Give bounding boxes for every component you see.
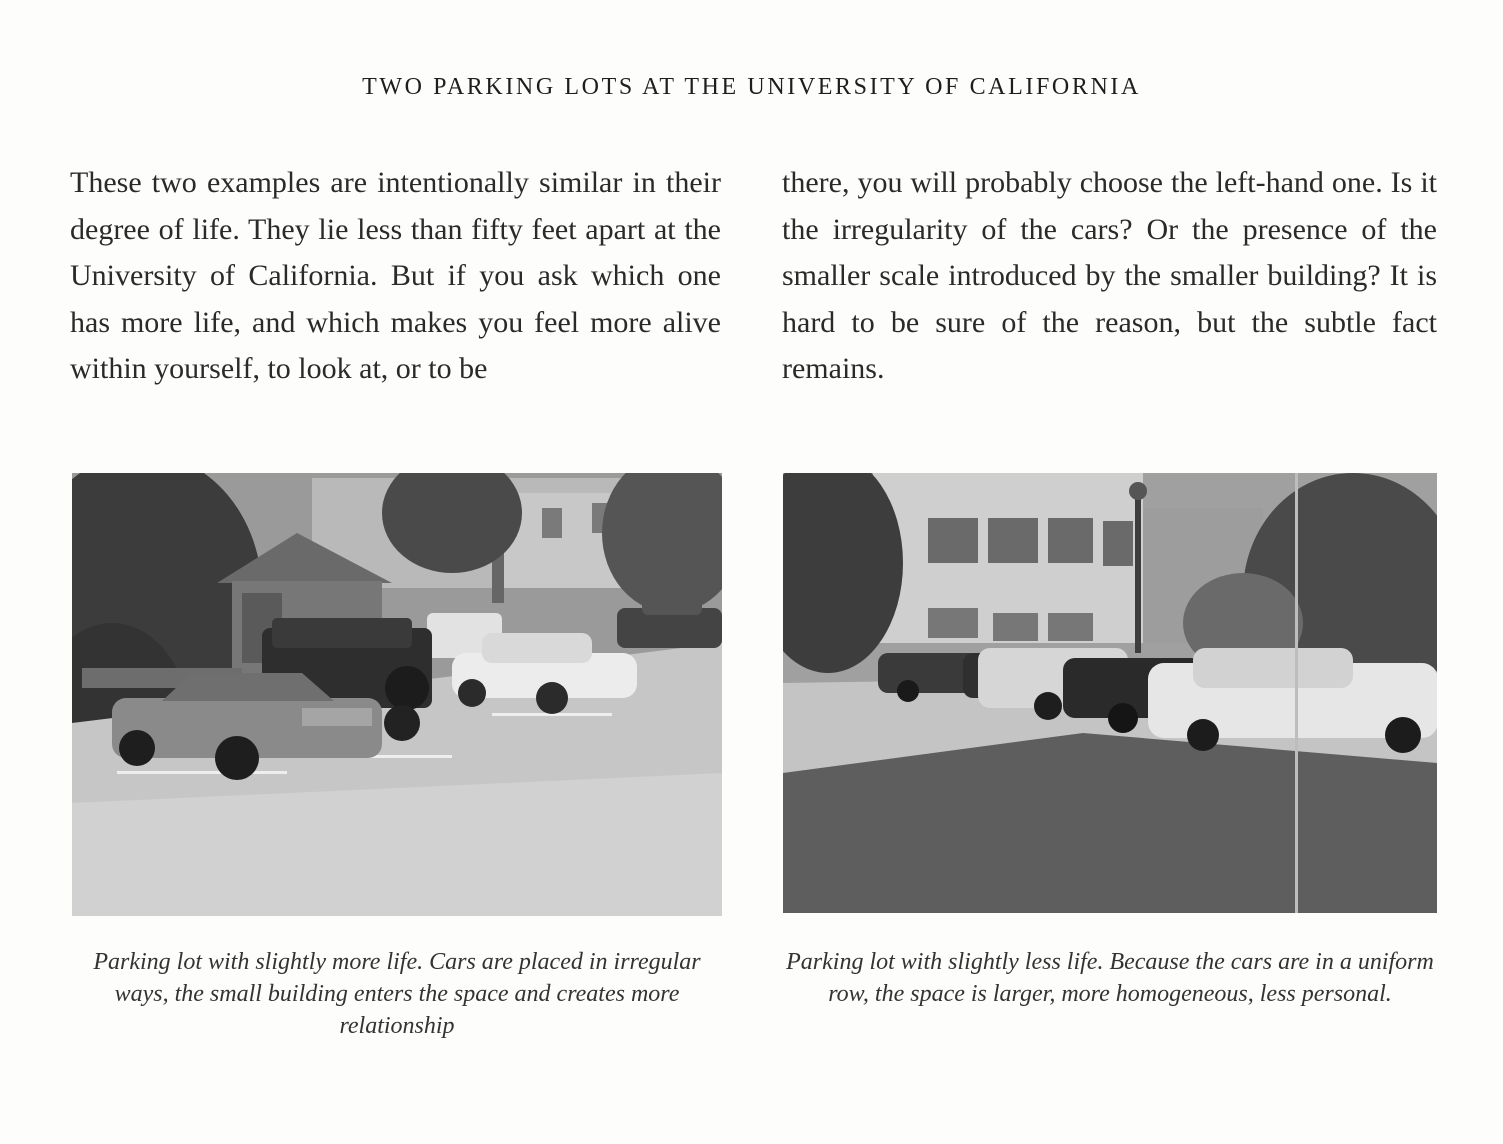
photo-parking-lot-more-life <box>72 473 722 916</box>
figure-caption-left: Parking lot with slightly more life. Cars are placed in irregular ways, the small building enters the space and creates more relationship <box>93 949 701 1039</box>
body-text-left-column: These two examples are intentionally similar in their degree of life. They lie less than fifty feet apart at the University of California. But if you ask which one has more life, and which makes you feel more alive within yourself, to look at, or to be <box>70 166 721 385</box>
body-text-right-column: there, you will probably choose the left-hand one. Is it the irregularity of the cars? Or the presence of the smaller scale introduced by the smaller building? It is hard to be sure of the reason, but the subtle fact remains. <box>782 166 1437 385</box>
photo-parking-lot-less-life <box>783 473 1437 913</box>
figure-caption-right: Parking lot with slightly less life. Because the cars are in a uniform row, the space is larger, more homogeneous, less personal. <box>786 949 1434 1007</box>
page-title: TWO PARKING LOTS AT THE UNIVERSITY OF CALIFORNIA <box>362 74 1141 100</box>
